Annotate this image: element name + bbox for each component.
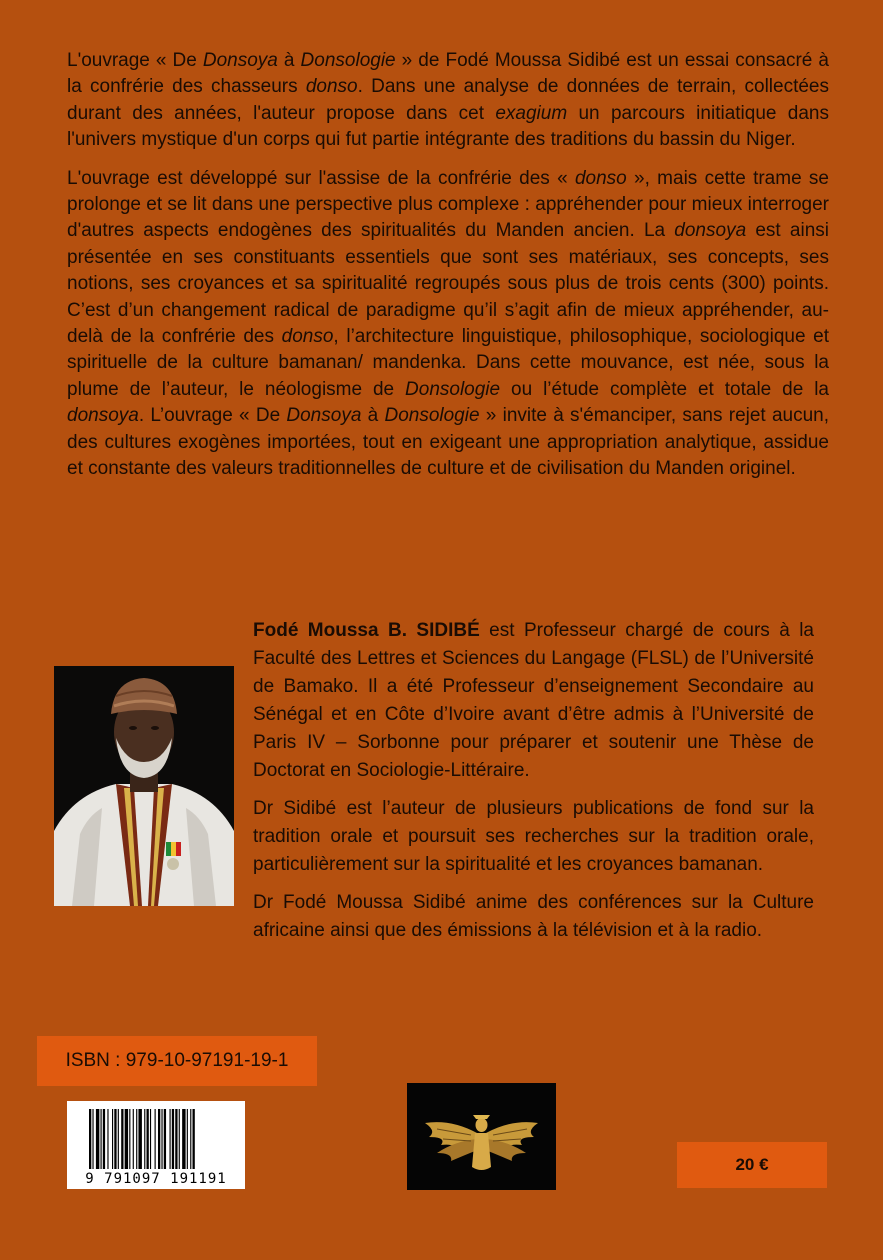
barcode-bar xyxy=(158,1109,160,1169)
text-run: . Dans une analyse de données de terrain, collectées durant des années, l'auteur propose dans cet xyxy=(67,76,829,124)
italic-term: Donsoya xyxy=(286,405,362,427)
barcode xyxy=(67,1101,245,1189)
bio-paragraph-1 xyxy=(253,617,814,785)
italic-term: Donsologie xyxy=(384,405,480,427)
text-run: à xyxy=(361,405,385,427)
isbn-text: ISBN : 979-10-97191-19-1 xyxy=(65,1050,289,1071)
barcode-digits: 9 791097 191191 xyxy=(85,1171,227,1187)
barcode-bar xyxy=(193,1109,195,1169)
barcode-bar xyxy=(89,1109,91,1169)
text-run: . L’ouvrage « De xyxy=(138,405,287,427)
author-portrait-image xyxy=(54,666,234,906)
barcode-bar xyxy=(121,1109,123,1169)
winged-goddess-logo-icon xyxy=(407,1083,556,1190)
text-run: », mais cette trame se prolonge et se lit dans une perspective plus complexe : appréhender pour mieux interroger d'autres aspects endogènes des spiritualités du Manden ancien. La xyxy=(67,167,829,242)
author-biography xyxy=(253,617,814,955)
synopsis-paragraph-1 xyxy=(67,48,829,154)
italic-term: exagium xyxy=(495,102,568,124)
barcode-bar xyxy=(125,1109,128,1169)
author-photo xyxy=(54,666,234,906)
barcode-bar xyxy=(136,1109,137,1169)
bio-paragraph-1-text: est Professeur chargé de cours à la Faculté des Lettres et Sciences du Langage (FLSL) de l’Université de Bamako. Il a été Professeur d’enseignement Secondaire au Sénégal et en Côte d’Ivoire avant d’être admis à l’Université de Paris IV – Sorbonne pour préparer et soutenir une Thèse de Doctorat en Sociologie-Littéraire. xyxy=(253,620,814,781)
barcode-bar xyxy=(101,1109,102,1169)
barcode-bar xyxy=(175,1109,177,1169)
price-text: 20 € xyxy=(735,1155,769,1174)
barcode-bar xyxy=(172,1109,174,1169)
italic-term: Donsologie xyxy=(300,50,396,71)
price-label xyxy=(677,1142,827,1188)
barcode-bar xyxy=(182,1109,185,1169)
bio-paragraph-3: Dr Fodé Moussa Sidibé anime des conférences sur la Culture africaine ainsi que des émissions à la télévision et à la radio. xyxy=(253,892,814,941)
synopsis-paragraph-2 xyxy=(67,166,829,483)
text-run: un parcours initiatique dans l'univers mystique d'un corps qui fut partie intégrante des traditions du bassin du Niger. xyxy=(67,102,829,151)
barcode-bar xyxy=(179,1109,180,1169)
barcode-bar xyxy=(114,1109,116,1169)
synopsis xyxy=(67,48,829,495)
italic-term: Donsoya xyxy=(202,50,278,71)
text-run: » de Fodé Moussa Sidibé est un essai consacré à la confrérie des chasseurs xyxy=(67,50,829,98)
text-run: L'ouvrage est développé sur l'assise de la confrérie des « xyxy=(67,167,575,189)
text-run: , l’architecture linguistique, philosophique, sociologique et spirituelle de la culture bamanan/ mandenka. Dans cette mouvance, est née, sous la plume de l’auteur, le néologisme de xyxy=(67,326,830,400)
text-run: L'ouvrage « De xyxy=(67,50,203,71)
barcode-bar xyxy=(144,1109,145,1169)
italic-term: Donsologie xyxy=(405,378,501,400)
italic-term: donso xyxy=(281,326,334,348)
barcode-bar xyxy=(150,1109,151,1169)
barcode-bar xyxy=(96,1109,99,1169)
bio-paragraph-2: Dr Sidibé est l’auteur de plusieurs publications de fond sur la tradition orale et poursuit ses recherches sur la tradition orale, particulièrement sur la spiritualité et les croyances bamanan. xyxy=(253,798,814,875)
barcode-bars xyxy=(67,1101,245,1171)
barcode-bar xyxy=(103,1109,105,1169)
text-run: » invite à s'émanciper, sans rejet aucun, des cultures exogènes importées, tout en exigeant une appropriation analytique, assidue et constante des valeurs traditionnelles de culture et de civilisation du Manden originel. xyxy=(67,405,830,480)
author-name: Fodé Moussa B. SIDIBÉ xyxy=(253,620,480,641)
barcode-bar xyxy=(161,1109,162,1169)
italic-term: donso xyxy=(574,167,627,189)
barcode-bar xyxy=(164,1109,166,1169)
italic-term: donso xyxy=(305,76,358,98)
barcode-bar xyxy=(190,1109,191,1169)
isbn-label xyxy=(37,1036,317,1086)
text-run: est ainsi présentée en ses constituants essentiels que sont ses matériaux, ses concepts, ses notions, ses croyances et sa spiritualité regroupés sous plus de trois cents (300) points. C’est d’un changement radical de paradigme qu’il s’agit afin de mieux appréhender, au-delà de la confrérie des xyxy=(67,220,829,348)
barcode-bar xyxy=(129,1109,130,1169)
italic-term: donsoya xyxy=(67,405,139,427)
barcode-bar xyxy=(118,1109,119,1169)
barcode-bar xyxy=(107,1109,108,1169)
barcode-bar xyxy=(92,1109,93,1169)
italic-term: donsoya xyxy=(674,220,747,242)
barcode-bar xyxy=(187,1109,188,1169)
barcode-bar xyxy=(112,1109,113,1169)
barcode-bar xyxy=(138,1109,141,1169)
barcode-bar xyxy=(147,1109,149,1169)
barcode-bar xyxy=(155,1109,156,1169)
barcode-bar xyxy=(170,1109,171,1169)
publisher-logo xyxy=(407,1083,556,1190)
barcode-bar xyxy=(133,1109,134,1169)
text-run: ou l’étude complète et totale de la xyxy=(500,378,829,400)
text-run: à xyxy=(277,50,301,71)
